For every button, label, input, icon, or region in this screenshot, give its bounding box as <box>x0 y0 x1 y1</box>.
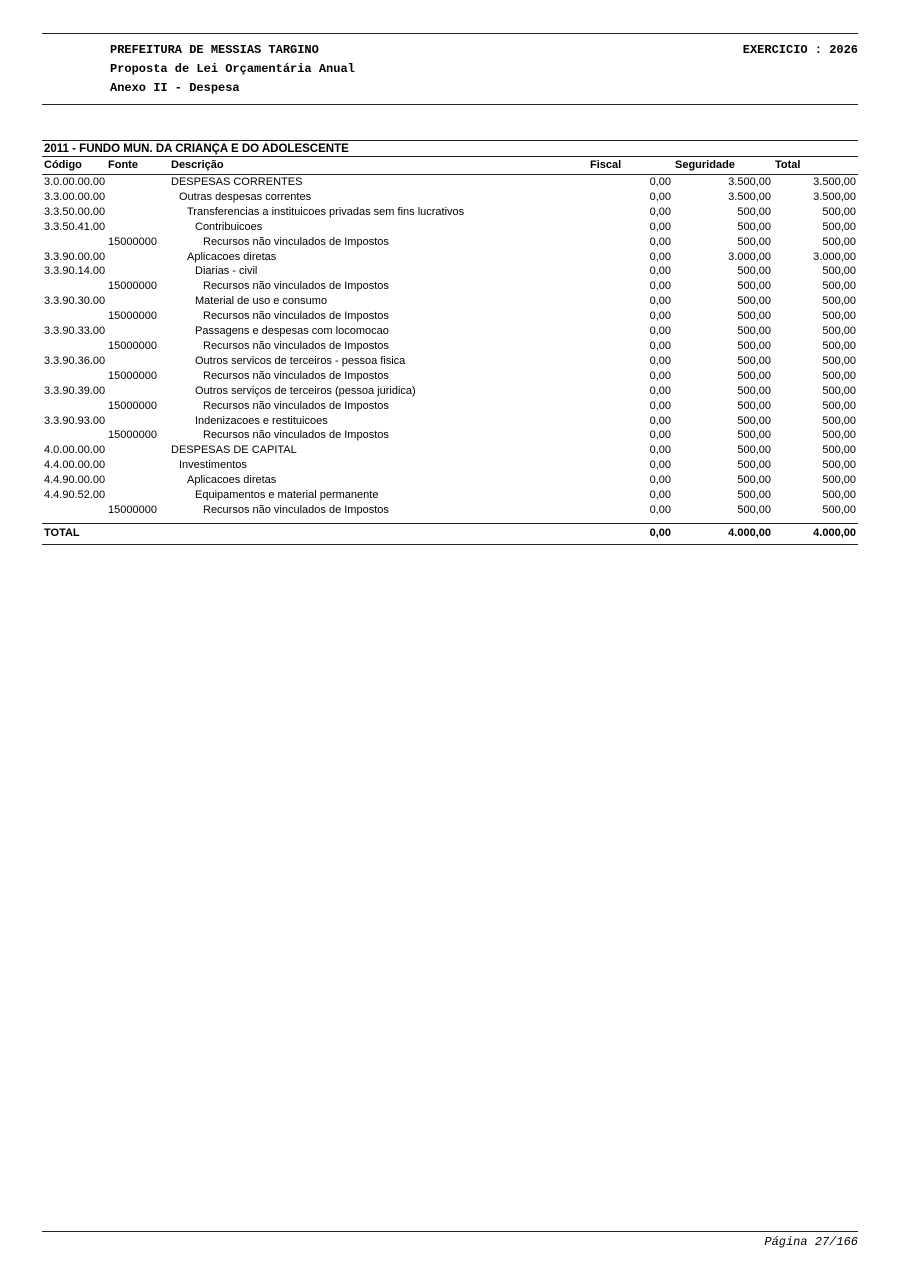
table-row <box>42 384 858 399</box>
cell-fiscal: 0,00 <box>649 384 671 397</box>
cell-fonte <box>106 324 169 339</box>
total-label: TOTAL <box>44 526 80 539</box>
cell-descricao: Contribuicoes <box>195 220 263 233</box>
column-header-fonte: Fonte <box>106 157 169 175</box>
budget-table <box>42 157 858 518</box>
document-header <box>42 41 858 98</box>
cell-fonte <box>106 414 169 429</box>
cell-total: 500,00 <box>822 414 856 427</box>
cell-descricao: Recursos não vinculados de Impostos <box>203 429 389 442</box>
cell-descricao: Aplicacoes diretas <box>187 474 277 487</box>
table-row <box>42 503 858 518</box>
cell-total: 500,00 <box>822 235 856 248</box>
table-row <box>42 220 858 235</box>
cell-seguridade: 500,00 <box>737 354 771 367</box>
cell-fiscal: 0,00 <box>649 190 671 203</box>
cell-fiscal: 0,00 <box>649 205 671 218</box>
cell-fonte <box>106 294 169 309</box>
table-row <box>42 369 858 384</box>
cell-codigo: 4.4.90.00.00 <box>44 474 106 487</box>
cell-seguridade: 500,00 <box>737 384 771 397</box>
cell-seguridade: 500,00 <box>737 503 771 516</box>
cell-descricao: Diarias - civil <box>195 265 258 278</box>
column-header-seguridade: Seguridade <box>673 157 773 175</box>
cell-fiscal: 0,00 <box>649 339 671 352</box>
cell-seguridade: 500,00 <box>737 295 771 308</box>
cell-fiscal: 0,00 <box>649 250 671 263</box>
cell-fiscal: 0,00 <box>649 280 671 293</box>
page-number: Página 27/166 <box>764 1235 858 1249</box>
cell-codigo: 3.3.90.33.00 <box>44 325 106 338</box>
cell-fonte <box>106 488 169 503</box>
table-row <box>42 294 858 309</box>
cell-descricao: Recursos não vinculados de Impostos <box>203 503 389 516</box>
cell-codigo <box>42 339 106 354</box>
table-row <box>42 458 858 473</box>
cell-total: 500,00 <box>822 399 856 412</box>
cell-seguridade: 500,00 <box>737 205 771 218</box>
cell-seguridade: 500,00 <box>737 489 771 502</box>
section-block <box>42 140 858 157</box>
cell-fiscal: 0,00 <box>649 459 671 472</box>
cell-seguridade: 500,00 <box>737 235 771 248</box>
cell-descricao: Outros serviços de terceiros (pessoa juridica) <box>195 384 416 397</box>
cell-descricao: Recursos não vinculados de Impostos <box>203 310 389 323</box>
exercise-label: EXERCICIO : 2026 <box>742 43 858 57</box>
cell-descricao: Aplicacoes diretas <box>187 250 277 263</box>
cell-seguridade: 500,00 <box>737 399 771 412</box>
cell-codigo <box>42 428 106 443</box>
table-row <box>42 399 858 414</box>
header-rule <box>42 104 858 105</box>
footer-rule <box>42 1231 858 1232</box>
table-row <box>42 443 858 458</box>
cell-fonte: 15000000 <box>108 369 157 382</box>
page-content <box>42 0 858 545</box>
cell-descricao: DESPESAS DE CAPITAL <box>171 444 297 457</box>
total-total-value: 4.000,00 <box>813 526 856 539</box>
cell-fonte <box>106 190 169 205</box>
cell-codigo: 3.3.90.14.00 <box>44 265 106 278</box>
cell-descricao: Outros servicos de terceiros - pessoa fisica <box>195 354 406 367</box>
header-row-1 <box>110 41 858 60</box>
cell-total: 500,00 <box>822 369 856 382</box>
cell-fiscal: 0,00 <box>649 295 671 308</box>
cell-fiscal: 0,00 <box>649 399 671 412</box>
column-header-fiscal: Fiscal <box>588 157 673 175</box>
cell-total: 3.500,00 <box>813 190 856 203</box>
table-row <box>42 175 858 190</box>
document-subtitle: Proposta de Lei Orçamentária Anual <box>110 62 355 76</box>
cell-total: 3.500,00 <box>813 176 856 188</box>
section-title: 2011 - FUNDO MUN. DA CRIANÇA E DO ADOLESCENTE <box>44 143 349 155</box>
cell-codigo: 3.3.50.41.00 <box>44 220 106 233</box>
cell-descricao: Material de uso e consumo <box>195 295 328 308</box>
cell-total: 500,00 <box>822 459 856 472</box>
cell-descricao: Recursos não vinculados de Impostos <box>203 339 389 352</box>
cell-fonte: 15000000 <box>108 310 157 323</box>
cell-fonte <box>106 220 169 235</box>
cell-codigo: 4.0.00.00.00 <box>44 444 106 457</box>
cell-seguridade: 3.500,00 <box>728 176 771 188</box>
cell-codigo: 3.3.90.00.00 <box>44 250 106 263</box>
cell-fonte: 15000000 <box>108 429 157 442</box>
cell-total: 500,00 <box>822 489 856 502</box>
cell-seguridade: 500,00 <box>737 339 771 352</box>
cell-codigo <box>42 369 106 384</box>
cell-seguridade: 500,00 <box>737 414 771 427</box>
cell-total: 500,00 <box>822 354 856 367</box>
cell-descricao: DESPESAS CORRENTES <box>171 176 303 188</box>
cell-seguridade: 500,00 <box>737 310 771 323</box>
cell-codigo <box>42 399 106 414</box>
cell-descricao: Transferencias a instituicoes privadas sem fins lucrativos <box>187 205 465 218</box>
cell-total: 500,00 <box>822 310 856 323</box>
cell-fiscal: 0,00 <box>649 235 671 248</box>
cell-fonte <box>106 384 169 399</box>
table-row <box>42 264 858 279</box>
table-row <box>42 250 858 265</box>
cell-descricao: Investimentos <box>179 459 247 472</box>
cell-fonte <box>106 250 169 265</box>
cell-fonte <box>106 473 169 488</box>
cell-codigo: 3.3.90.36.00 <box>44 354 106 367</box>
cell-total: 500,00 <box>822 265 856 278</box>
cell-codigo <box>42 235 106 250</box>
cell-fiscal: 0,00 <box>649 265 671 278</box>
cell-total: 500,00 <box>822 280 856 293</box>
table-row <box>42 488 858 503</box>
cell-total: 500,00 <box>822 295 856 308</box>
cell-descricao: Outras despesas correntes <box>179 190 312 203</box>
table-row <box>42 339 858 354</box>
table-row <box>42 428 858 443</box>
cell-seguridade: 500,00 <box>737 459 771 472</box>
column-header-codigo: Código <box>42 157 106 175</box>
total-row <box>42 524 858 542</box>
cell-codigo: 3.3.50.00.00 <box>44 205 106 218</box>
page-footer <box>42 1231 858 1249</box>
cell-codigo: 3.0.00.00.00 <box>44 176 106 188</box>
cell-fonte: 15000000 <box>108 503 157 516</box>
top-rule <box>42 33 858 34</box>
cell-descricao: Indenizacoes e restituicoes <box>195 414 328 427</box>
cell-seguridade: 500,00 <box>737 444 771 457</box>
cell-fonte <box>106 458 169 473</box>
table-row <box>42 205 858 220</box>
header-row <box>42 157 858 175</box>
cell-total: 500,00 <box>822 429 856 442</box>
table-row <box>42 354 858 369</box>
cell-total: 500,00 <box>822 339 856 352</box>
table-row <box>42 279 858 294</box>
cell-total: 500,00 <box>822 444 856 457</box>
cell-seguridade: 500,00 <box>737 474 771 487</box>
cell-seguridade: 3.500,00 <box>728 190 771 203</box>
cell-descricao: Passagens e despesas com locomocao <box>195 325 389 338</box>
cell-codigo <box>42 309 106 324</box>
cell-fiscal: 0,00 <box>649 220 671 233</box>
cell-codigo <box>42 279 106 294</box>
cell-seguridade: 500,00 <box>737 429 771 442</box>
budget-table-header <box>42 157 858 175</box>
cell-fiscal: 0,00 <box>649 354 671 367</box>
cell-fonte: 15000000 <box>108 235 157 248</box>
column-header-descricao: Descrição <box>169 157 588 175</box>
cell-fiscal: 0,00 <box>649 325 671 338</box>
cell-descricao: Recursos não vinculados de Impostos <box>203 280 389 293</box>
cell-fonte <box>106 354 169 369</box>
cell-total: 500,00 <box>822 384 856 397</box>
cell-codigo: 3.3.90.93.00 <box>44 414 106 427</box>
cell-seguridade: 500,00 <box>737 220 771 233</box>
column-header-total: Total <box>773 157 858 175</box>
cell-fiscal: 0,00 <box>649 444 671 457</box>
cell-codigo: 3.3.90.39.00 <box>44 384 106 397</box>
cell-codigo: 4.4.00.00.00 <box>44 459 106 472</box>
cell-descricao: Recursos não vinculados de Impostos <box>203 369 389 382</box>
cell-total: 500,00 <box>822 205 856 218</box>
cell-fonte <box>106 264 169 279</box>
cell-seguridade: 500,00 <box>737 280 771 293</box>
cell-fiscal: 0,00 <box>649 489 671 502</box>
cell-fiscal: 0,00 <box>649 474 671 487</box>
total-seguridade-value: 4.000,00 <box>728 526 771 539</box>
table-row <box>42 414 858 429</box>
table-row <box>42 324 858 339</box>
annex-label: Anexo II - Despesa <box>110 81 240 95</box>
cell-seguridade: 500,00 <box>737 369 771 382</box>
cell-codigo: 3.3.90.30.00 <box>44 295 106 308</box>
total-fiscal-value: 0,00 <box>649 526 671 539</box>
budget-table-body <box>42 175 858 518</box>
cell-fonte: 15000000 <box>108 339 157 352</box>
cell-fonte <box>106 175 169 190</box>
cell-descricao: Recursos não vinculados de Impostos <box>203 399 389 412</box>
cell-fiscal: 0,00 <box>649 414 671 427</box>
table-row <box>42 235 858 250</box>
entity-title: PREFEITURA DE MESSIAS TARGINO <box>110 43 319 57</box>
cell-codigo: 3.3.00.00.00 <box>44 190 106 203</box>
cell-seguridade: 500,00 <box>737 265 771 278</box>
cell-seguridade: 500,00 <box>737 325 771 338</box>
cell-fonte <box>106 205 169 220</box>
cell-fiscal: 0,00 <box>649 369 671 382</box>
cell-total: 3.000,00 <box>813 250 856 263</box>
cell-fiscal: 0,00 <box>649 429 671 442</box>
cell-seguridade: 3.000,00 <box>728 250 771 263</box>
cell-total: 500,00 <box>822 220 856 233</box>
cell-codigo: 4.4.90.52.00 <box>44 489 106 502</box>
cell-fiscal: 0,00 <box>649 310 671 323</box>
cell-descricao: Equipamentos e material permanente <box>195 489 379 502</box>
table-row <box>42 190 858 205</box>
cell-fonte <box>106 443 169 458</box>
cell-total: 500,00 <box>822 325 856 338</box>
cell-fiscal: 0,00 <box>649 503 671 516</box>
cell-fiscal: 0,00 <box>649 176 671 188</box>
cell-fonte: 15000000 <box>108 280 157 293</box>
cell-total: 500,00 <box>822 474 856 487</box>
cell-descricao: Recursos não vinculados de Impostos <box>203 235 389 248</box>
table-row <box>42 473 858 488</box>
table-row <box>42 309 858 324</box>
cell-codigo <box>42 503 106 518</box>
cell-total: 500,00 <box>822 503 856 516</box>
total-rule-bottom <box>42 544 858 545</box>
cell-fonte: 15000000 <box>108 399 157 412</box>
